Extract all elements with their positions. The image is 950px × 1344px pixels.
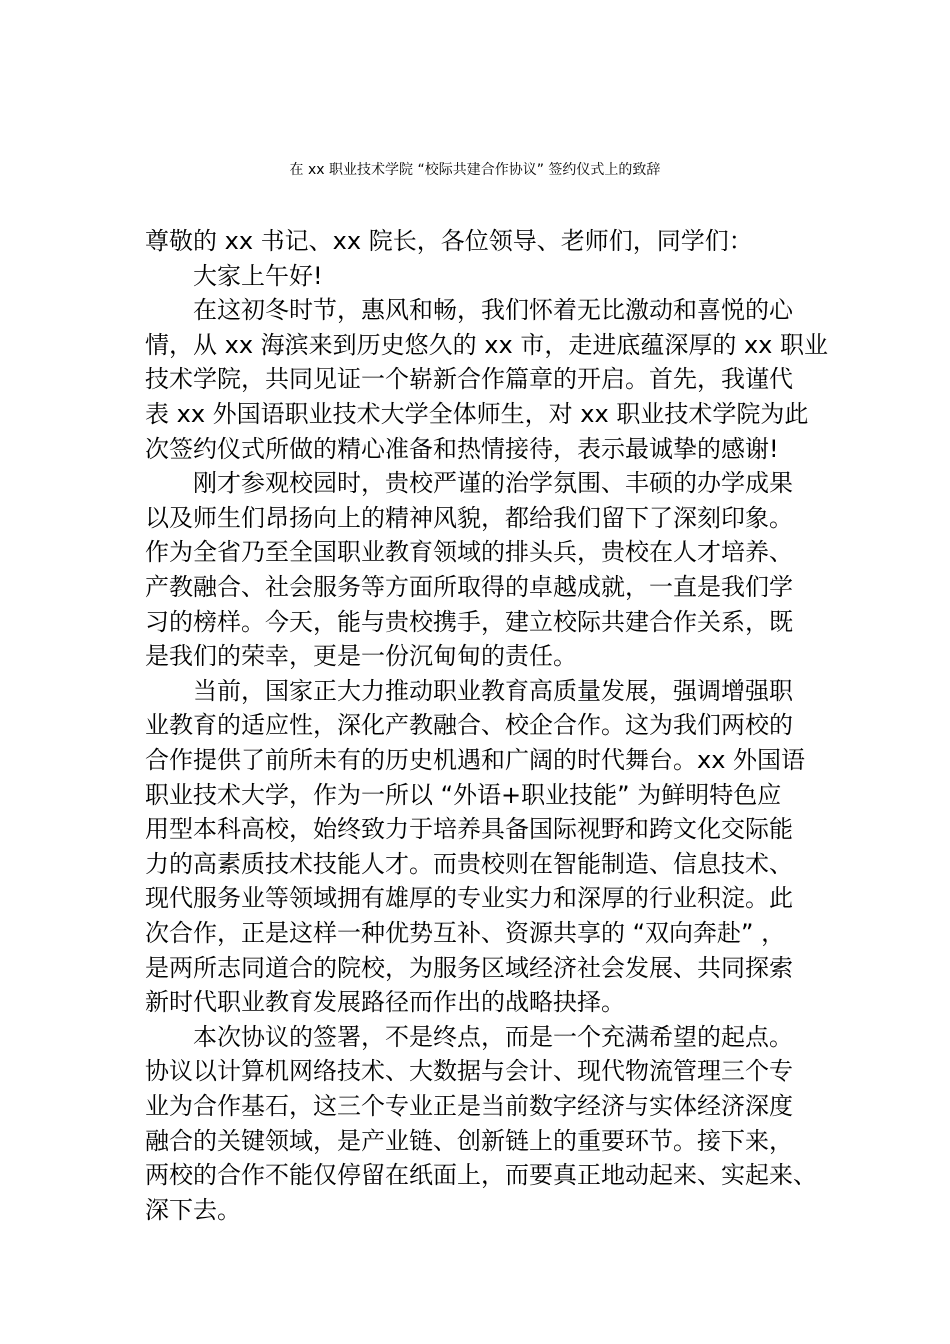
- text-line: 表 xx 外国语职业技术大学全体师生，对 xx 职业技术学院为此: [145, 400, 809, 428]
- text-line: 技术学院，共同见证一个崭新合作篇章的开启。首先，我谨代: [145, 365, 793, 394]
- text-line: 当前，国家正大力推动职业教育高质量发展，强调增强职: [145, 676, 793, 705]
- text-line: 次签约仪式所做的精心准备和热情接待，表示最诚挚的感谢!: [145, 434, 779, 463]
- text-line: 新时代职业教育发展路径而作出的战略抉择。: [145, 988, 625, 1017]
- text-line: 情，从 xx 海滨来到历史悠久的 xx 市，走进底蕴深厚的 xx 职业: [145, 330, 828, 359]
- text-line: 是我们的荣幸，更是一份沉甸甸的责任。: [145, 642, 577, 671]
- text-line: 合作提供了前所未有的历史机遇和广阔的时代舞台。xx 外国语: [145, 746, 806, 774]
- text-line: 力的高素质技术技能人才。而贵校则在智能制造、信息技术、: [145, 849, 793, 878]
- text-line: 大家上午好!: [145, 261, 323, 290]
- text-line: 业教育的适应性，深化产教融合、校企合作。这为我们两校的: [145, 711, 793, 740]
- text-line: 习的榜样。今天，能与贵校携手，建立校际共建合作关系，既: [145, 607, 793, 636]
- text-line: 是两所志同道合的院校，为服务区域经济社会发展、共同探索: [145, 953, 793, 982]
- text-line: 次合作，正是这样一种优势互补、资源共享的 “双向奔赴” ，: [145, 919, 786, 947]
- text-line: 作为全省乃至全国职业教育领域的排头兵，贵校在人才培养、: [145, 538, 793, 567]
- text-line: 协议以计算机网络技术、大数据与会计、现代物流管理三个专: [145, 1057, 793, 1086]
- text-line: 用型本科高校，始终致力于培养具备国际视野和跨文化交际能: [145, 815, 793, 844]
- text-line: 业为合作基石，这三个专业正是当前数字经济与实体经济深度: [145, 1092, 793, 1120]
- text-line: 刚才参观校园时，贵校严谨的治学氛围、丰硕的办学成果: [145, 469, 793, 498]
- text-line: 职业技术大学，作为一所以 “外语+职业技能” 为鲜明特色应: [145, 780, 782, 809]
- document-title: 在 xx 职业技术学院 “校际共建合作协议” 签约仪式上的致辞: [289, 162, 661, 178]
- text-line: 现代服务业等领域拥有雄厚的专业实力和深厚的行业积淀。此: [145, 884, 793, 913]
- text-line: 本次协议的签署，不是终点，而是一个充满希望的起点。: [145, 1022, 793, 1051]
- text-line: 深下去。: [145, 1195, 241, 1224]
- text-line: 以及师生们昂扬向上的精神风貌，都给我们留下了深刻印象。: [145, 503, 793, 532]
- text-line: 融合的关键领域，是产业链、创新链上的重要环节。接下来，: [145, 1126, 793, 1155]
- text-line: 在这初冬时节，惠风和畅，我们怀着无比激动和喜悦的心: [145, 296, 793, 325]
- text-line: 两校的合作不能仅停留在纸面上，而要真正地动起来、实起来、: [145, 1161, 817, 1190]
- text-line: 产教融合、社会服务等方面所取得的卓越成就，一直是我们学: [145, 573, 793, 601]
- text-line: 尊敬的 xx 书记、xx 院长，各位领导、老师们，同学们：: [145, 227, 753, 255]
